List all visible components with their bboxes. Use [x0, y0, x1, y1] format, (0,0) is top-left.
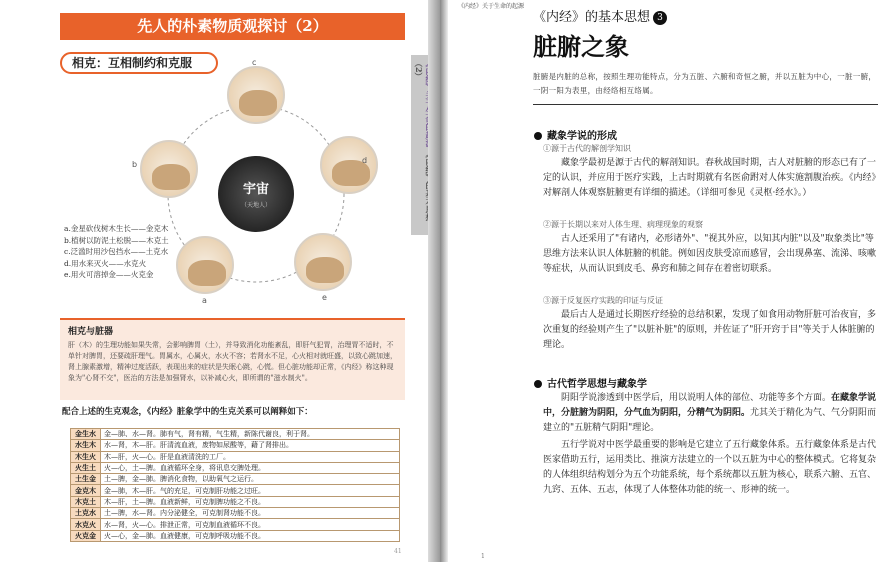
table-row — [71, 508, 400, 519]
section-intro: 脏腑是内脏的总称，按照生理功能特点，分为五脏、六腑和奇恒之腑，并以五脏为中心，一脏一腑，一阴一阳为表里，由经络相互络属。 — [533, 72, 877, 95]
right-page-number: 1 — [481, 553, 485, 560]
section-big-title: 脏腑之象 — [533, 32, 629, 61]
subheading-2: ②源于长期以来对人体生理、病理现象的观察 — [543, 220, 703, 229]
table-row — [71, 429, 400, 440]
cycle-node-c — [227, 66, 285, 124]
relation-desc: 木—肝，火—心。肝是血液清洗的工厂。 — [101, 451, 400, 462]
cycle-label-e: e — [322, 293, 327, 302]
legend-item: e.用火可溶掉金——火克金 — [64, 270, 154, 279]
table-row — [71, 474, 400, 485]
subheading-3: ③源于反复医疗实践的印证与反证 — [543, 296, 663, 305]
relation-key: 土克水 — [71, 508, 101, 519]
left-page-title: 先人的朴素物质观探讨（2） — [60, 13, 405, 40]
paragraph-2: 古人还采用了"有诸内，必形诸外"、"视其外应，以知其内脏"以及"取象类比"等思维方法来认识人体脏腑的机能。例如因皮肤受凉而感冒，会出现鼻塞、流涕、咳嗽等症状，从而认识到皮毛、鼻窍和肺之间存在着密切联系。 — [543, 234, 877, 274]
paragraph-1: 藏象学最初是源于古代的解剖知识。春秋战国时期，古人对脏腑的形态已有了一定的认识，并应用于医疗实践，上古时期就有名医俞跗对人体实施割腹治疾。《内经》对解剖人体观察脏腑更有详细的描述。（详细可参见《灵枢·经水》。） — [543, 158, 877, 198]
relation-key: 水生木 — [71, 440, 101, 451]
subheading-1: ①源于古代的解剖学知识 — [543, 144, 631, 153]
universe-title: 宇宙 — [242, 182, 269, 197]
table-row — [71, 496, 400, 507]
side-tab-text: （2） — [414, 59, 424, 81]
cycle-label-a: a — [202, 296, 207, 305]
table-row — [71, 462, 400, 473]
relation-desc: 火—心，金—肺。血液健康，可克制呼吸功能不良。 — [101, 530, 400, 541]
relation-key: 木生火 — [71, 451, 101, 462]
table-row — [71, 451, 400, 462]
table-row — [71, 519, 400, 530]
right-running-header: 《内经》关于生命的起源 — [458, 3, 525, 10]
relation-key: 水克火 — [71, 519, 101, 530]
table-row — [71, 440, 400, 451]
organs-box-text: 肝（木）的生理功能如果失常，会影响脾胃（土），并导致消化功能紊乱，即肝气犯胃，治理胃不适时，不单针对脾胃，还要疏肝理气。胃属水，心属火，水火不容；若肾水不足，心火相对就旺盛，以致心跳加速，肾上腺素激增，精神过度活跃，表现出来的症状是失眠心跳，心慌。但心脏功能却正常，《内经》称这种现象为"心肾不交"，医治的方法是加强肾水，以补减心火，即所谓的"滋水制火"。 — [68, 341, 397, 382]
right-page — [448, 0, 887, 562]
chapter-number-badge: 3 — [653, 11, 667, 25]
universe-subtitle: （天地人） — [240, 202, 271, 209]
cycle-legend — [64, 223, 194, 281]
cycle-node-e — [294, 233, 352, 291]
legend-item: b.植树以防泥土松脱——木克土 — [64, 235, 169, 245]
relation-desc: 金—肺、水—肾。肺有气，肾有精，气生精，新陈代谢良，利于肾。 — [101, 429, 400, 440]
heading-formation: 藏象学说的形成 — [534, 127, 617, 142]
cycle-label-b: b — [132, 160, 138, 169]
relation-key: 土生金 — [71, 474, 101, 485]
paragraph-3: 最后古人是通过长期医疗经验的总结积累，发现了如食用动物肝脏可治夜盲，多次重复的经验则产生了"以脏补脏"的原则，并佐证了"肝开窍于目"等关于人体脏腑的理论。 — [543, 310, 877, 350]
left-page-subtitle: 相克：互相制约和克服 — [60, 52, 218, 74]
divider — [533, 104, 878, 105]
universe-core — [218, 156, 294, 232]
left-page-number: 41 — [394, 548, 402, 555]
relation-key: 金生水 — [71, 429, 101, 440]
relation-desc: 火—心，土—脾。血液循环全身，将讯息交脾处理。 — [101, 462, 400, 473]
legend-item: a.金星砍伐树木生长——金克木 — [64, 224, 169, 233]
relation-key: 火生土 — [71, 462, 101, 473]
chapter-side-tab — [411, 55, 428, 235]
relation-desc: 土—脾，金—肺。脾消化食物，以助氧气之运行。 — [101, 474, 400, 485]
relation-desc: 金—肺，木—肝。气的充足，可克制肝功能之过旺。 — [101, 485, 400, 496]
page-fold-right — [440, 0, 448, 562]
legend-item: d.用水来灭火——水克火 — [64, 258, 147, 268]
table-row — [71, 530, 400, 541]
cycle-node-b — [140, 140, 198, 198]
relation-desc: 土—脾，水—肾。内分泌健全，可克制肾功能不良。 — [101, 508, 400, 519]
table-intro-note: 配合上述的生克观念，《内经》脏象学中的生克关系可以阐释如下： — [62, 407, 313, 417]
legend-item: c.泛滥时用沙包挡水——土克水 — [64, 247, 169, 256]
organs-info-box — [60, 318, 405, 400]
table-row — [71, 485, 400, 496]
page-fold-left — [428, 0, 440, 562]
cycle-label-c: c — [252, 58, 257, 67]
relation-key: 木克土 — [71, 496, 101, 507]
left-page — [0, 0, 440, 562]
relation-key: 金克木 — [71, 485, 101, 496]
relation-key: 火克金 — [71, 530, 101, 541]
relation-desc: 水—肾，木—肝。肝清流血液，废物如尿酸等，藉了肾排出。 — [101, 440, 400, 451]
cycle-label-d: d — [362, 156, 368, 165]
paragraph-yinyang: 阴阳学说渗透到中医学后，用以说明人体的部位、功能等多个方面。在藏象学说中，分脏腑为阴阳，分气血为阴阳，分精气为阴阳。尤其关于精化为气、气分阴阳而建立的"五脏精气阴阳"理论。 — [543, 393, 877, 433]
heading-philosophy: 古代哲学思想与藏象学 — [534, 375, 647, 390]
cycle-node-d — [320, 136, 378, 194]
relation-desc: 木—肝，土—脾。血液新鲜，可克制脾功能之不良。 — [101, 496, 400, 507]
right-chapter-title: 《内经》的基本思想 3 — [533, 6, 667, 25]
element-relation-table — [70, 428, 400, 542]
organs-box-heading: 相克与脏器 — [68, 327, 114, 337]
paragraph-wuxing: 五行学说对中医学最重要的影响是它建立了五行藏象体系。五行藏象体系是古代医家借助五行，运用类比、推演方法建立的一个以五脏为中心的整体模式。它将复杂的人体组织结构划分为五个功能系统，每个系统都以五脏为核心，联系六腑、五官、九窍、五体、五志，体现了人体整体功能的统一、形神的统一。 — [543, 440, 877, 495]
relation-desc: 水—肾，火—心。排泄正常，可克制血液循环不良。 — [101, 519, 400, 530]
